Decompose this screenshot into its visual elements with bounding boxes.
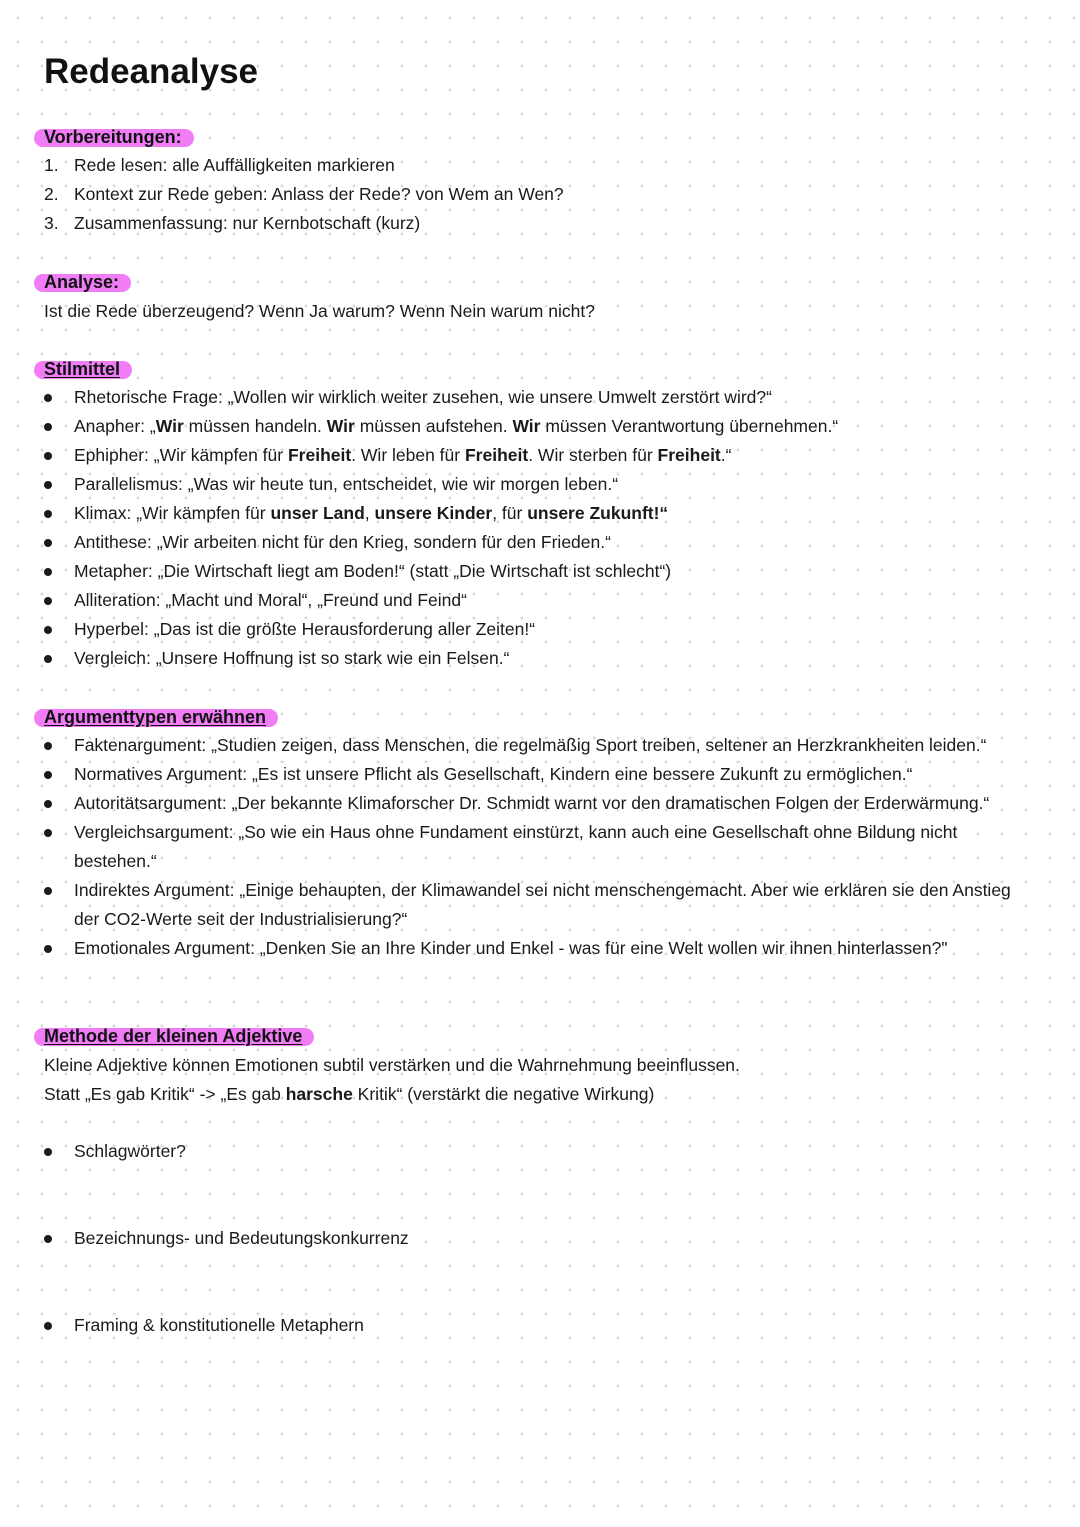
bullet-icon bbox=[44, 800, 52, 808]
list-item-text: Kontext zur Rede geben: Anlass der Rede? von Wem an Wen? bbox=[74, 184, 564, 204]
list-item bbox=[44, 615, 1044, 644]
bullet-icon bbox=[44, 568, 52, 576]
bullet-icon bbox=[44, 1235, 52, 1243]
list-item bbox=[44, 644, 1044, 673]
bullet-icon bbox=[44, 945, 52, 953]
bullet-icon bbox=[44, 452, 52, 460]
heading-vorbereitungen bbox=[44, 126, 186, 148]
highlight-marker: Analyse: bbox=[44, 271, 123, 293]
list-item bbox=[44, 528, 1044, 557]
list-item-text: Antithese: „Wir arbeiten nicht für den Krieg, sondern für den Frieden.“ bbox=[74, 532, 611, 552]
list-item bbox=[44, 934, 1044, 963]
list-item-text: Metapher: „Die Wirtschaft liegt am Boden!“ (statt „Die Wirtschaft ist schlecht“) bbox=[74, 561, 672, 581]
list-item-text: Rede lesen: alle Auffälligkeiten markieren bbox=[74, 155, 395, 175]
list-item-text: Bezeichnungs- und Bedeutungskonkurrenz bbox=[74, 1228, 409, 1248]
bullet-icon bbox=[44, 771, 52, 779]
bullet-icon bbox=[44, 481, 52, 489]
list-item bbox=[44, 760, 1044, 789]
list-item-text: Zusammenfassung: nur Kernbotschaft (kurz) bbox=[74, 213, 421, 233]
list-item-text: Ephipher: „Wir kämpfen für Freiheit. Wir leben für Freiheit. Wir sterben für Freiheit.“ bbox=[74, 445, 732, 465]
bullet-icon bbox=[44, 887, 52, 895]
highlight-marker: Argumenttypen erwähnen bbox=[44, 706, 270, 728]
list-number: 1. bbox=[44, 155, 59, 175]
list-item bbox=[44, 412, 1044, 441]
list-item bbox=[44, 470, 1044, 499]
bullet-icon bbox=[44, 510, 52, 518]
bullet-icon bbox=[44, 597, 52, 605]
list-item-text: Alliteration: „Macht und Moral“, „Freund und Feind“ bbox=[74, 590, 467, 610]
bullet-icon bbox=[44, 655, 52, 663]
list-item-text: Vergleich: „Unsere Hoffnung ist so stark wie ein Felsen.“ bbox=[74, 648, 510, 668]
bullet-icon bbox=[44, 1322, 52, 1330]
list-item-text: Schlagwörter? bbox=[74, 1141, 186, 1161]
highlight-marker: Methode der kleinen Adjektive bbox=[44, 1025, 306, 1047]
list-item bbox=[44, 1137, 1044, 1166]
list-item-text: Vergleichsargument: „So wie ein Haus ohne Fundament einstürzt, kann auch eine Gesellschaft ohne Bildung nicht bestehen.“ bbox=[74, 822, 958, 871]
heading-stilmittel bbox=[44, 358, 124, 380]
list-item bbox=[44, 586, 1044, 615]
bullet-icon bbox=[44, 742, 52, 750]
bullet-icon bbox=[44, 394, 52, 402]
list-item-text: Klimax: „Wir kämpfen für unser Land, unsere Kinder, für unsere Zukunft!“ bbox=[74, 503, 669, 523]
list-item bbox=[44, 151, 1044, 180]
bullet-icon bbox=[44, 626, 52, 634]
highlight-marker: Vorbereitungen: bbox=[44, 126, 186, 148]
list-item-text: Normatives Argument: „Es ist unsere Pflicht als Gesellschaft, Kindern eine bessere Zukunft zu ermöglichen.“ bbox=[74, 764, 913, 784]
list-item-text: Parallelismus: „Was wir heute tun, entscheidet, wie wir morgen leben.“ bbox=[74, 474, 619, 494]
list-item-text: Faktenargument: „Studien zeigen, dass Menschen, die regelmäßig Sport treiben, seltener an Herzkrankheiten leiden.“ bbox=[74, 735, 987, 755]
list-item-text: Autoritätsargument: „Der bekannte Klimaforscher Dr. Schmidt warnt vor den dramatischen Folgen der Erderwärmung.“ bbox=[74, 793, 990, 813]
list-item-text: Rhetorische Frage: „Wollen wir wirklich weiter zusehen, wie unsere Umwelt zerstört wird?“ bbox=[74, 387, 772, 407]
list-item bbox=[44, 441, 1044, 470]
heading-methode bbox=[44, 1025, 306, 1047]
list-item bbox=[44, 383, 1044, 412]
list-item bbox=[44, 1224, 1044, 1253]
list-item bbox=[44, 1311, 1044, 1340]
list-item bbox=[44, 876, 1039, 934]
analyse-question: Ist die Rede überzeugend? Wenn Ja warum? Wenn Nein warum nicht? bbox=[44, 301, 595, 321]
bullet-icon bbox=[44, 539, 52, 547]
list-number: 3. bbox=[44, 213, 59, 233]
list-number: 2. bbox=[44, 184, 59, 204]
page-title: Redeanalyse bbox=[44, 52, 259, 91]
list-item-text: Hyperbel: „Das ist die größte Herausforderung aller Zeiten!“ bbox=[74, 619, 536, 639]
list-item-text: Anapher: „Wir müssen handeln. Wir müssen aufstehen. Wir müssen Verantwortung übernehmen.“ bbox=[74, 416, 839, 436]
list-item bbox=[44, 731, 1044, 760]
list-item-text: Indirektes Argument: „Einige behaupten, der Klimawandel sei nicht menschengemacht. Aber wie erklären sie den Anstieg der CO2-Werte seit der Industrialisierung?“ bbox=[74, 880, 1011, 929]
list-item bbox=[44, 789, 1044, 818]
list-item-text: Framing & konstitutionelle Metaphern bbox=[74, 1315, 364, 1335]
list-item bbox=[44, 180, 1044, 209]
bullet-icon bbox=[44, 423, 52, 431]
heading-argumenttypen bbox=[44, 706, 270, 728]
list-item bbox=[44, 499, 1044, 528]
bullet-icon bbox=[44, 829, 52, 837]
methode-description: Kleine Adjektive können Emotionen subtil verstärken und die Wahrnehmung beeinflussen. bbox=[44, 1055, 740, 1075]
list-item bbox=[44, 557, 1044, 586]
methode-example: Statt „Es gab Kritik“ -> „Es gab harsche Kritik“ (verstärkt die negative Wirkung) bbox=[44, 1084, 655, 1104]
heading-analyse bbox=[44, 271, 123, 293]
highlight-marker: Stilmittel bbox=[44, 358, 124, 380]
list-item-text: Emotionales Argument: „Denken Sie an Ihre Kinder und Enkel - was für eine Welt wollen wir ihnen hinterlassen?" bbox=[74, 938, 948, 958]
list-item bbox=[44, 209, 1044, 238]
list-item bbox=[44, 818, 1004, 876]
bullet-icon bbox=[44, 1148, 52, 1156]
